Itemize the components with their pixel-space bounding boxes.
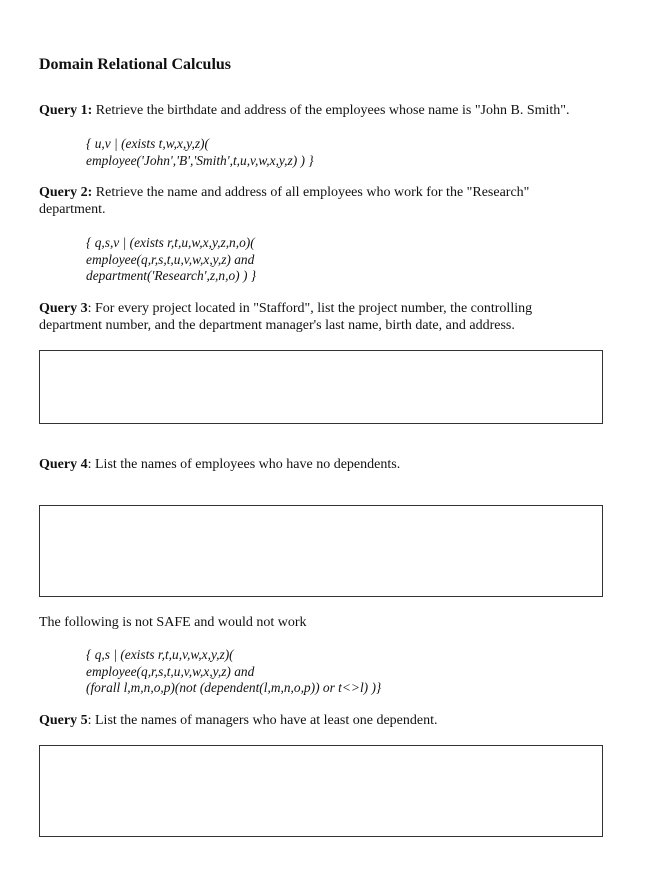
query-3-label: Query 3 bbox=[39, 301, 88, 316]
query-3-description bbox=[39, 300, 532, 334]
query-3-separator: : bbox=[87, 301, 92, 316]
query-4-description bbox=[39, 456, 400, 473]
query-3-answer-box[interactable] bbox=[39, 350, 603, 424]
query-1-separator: : bbox=[87, 103, 93, 118]
query-2-formula-line: employee(q,r,s,t,u,v,w,x,y,z) and bbox=[86, 251, 255, 267]
query-3-text-line: department number, and the department manager's last name, birth date, and address. bbox=[39, 318, 515, 333]
query-4-text: List the names of employees who have no dependents. bbox=[91, 457, 401, 472]
query-2-text-line: Retrieve the name and address of all employees who work for the "Research" bbox=[92, 185, 530, 200]
query-5-label: Query 5 bbox=[39, 713, 88, 728]
unsafe-formula-line: (forall l,m,n,o,p)(not (dependent(l,m,n,o,p)) or t<>l) )} bbox=[86, 680, 382, 695]
unsafe-note: The following is not SAFE and would not work bbox=[39, 615, 307, 630]
unsafe-formula-line: employee(q,r,s,t,u,v,w,x,y,z) and bbox=[86, 663, 255, 679]
query-2-text-line: department. bbox=[39, 202, 106, 217]
query-1-text: Retrieve the birthdate and address of the employees whose name is "John B. Smith". bbox=[92, 103, 570, 118]
query-1-formula-line: { u,v | (exists t,w,x,y,z)( bbox=[86, 136, 209, 151]
unsafe-formula-line: { q,s | (exists r,t,u,v,w,x,y,z)( bbox=[86, 647, 234, 662]
query-5-description bbox=[39, 712, 438, 729]
page-title: Domain Relational Calculus bbox=[39, 56, 232, 73]
query-4-separator: : bbox=[87, 457, 92, 472]
query-2-description bbox=[39, 184, 529, 218]
unsafe-formula bbox=[86, 647, 381, 697]
query-5-answer-box[interactable] bbox=[39, 745, 603, 837]
query-1-label: Query 1 bbox=[39, 103, 88, 118]
query-3-text-line: For every project located in "Stafford", list the project number, the controlling bbox=[91, 301, 533, 316]
query-2-separator: : bbox=[87, 185, 93, 200]
query-1-formula bbox=[86, 136, 314, 169]
query-4-label: Query 4 bbox=[39, 457, 88, 472]
query-2-formula-line: department('Research',z,n,o) ) } bbox=[86, 268, 257, 283]
query-2-formula bbox=[86, 235, 256, 285]
query-1-formula-line: employee('John','B','Smith',t,u,v,w,x,y,z) ) } bbox=[86, 152, 314, 168]
query-4-answer-box[interactable] bbox=[39, 505, 603, 597]
query-2-formula-line: { q,s,v | (exists r,t,u,w,x,y,z,n,o)( bbox=[86, 235, 255, 250]
query-2-label: Query 2 bbox=[39, 185, 88, 200]
query-1-description bbox=[39, 102, 570, 119]
query-5-text: List the names of managers who have at least one dependent. bbox=[91, 713, 438, 728]
query-5-separator: : bbox=[87, 713, 92, 728]
